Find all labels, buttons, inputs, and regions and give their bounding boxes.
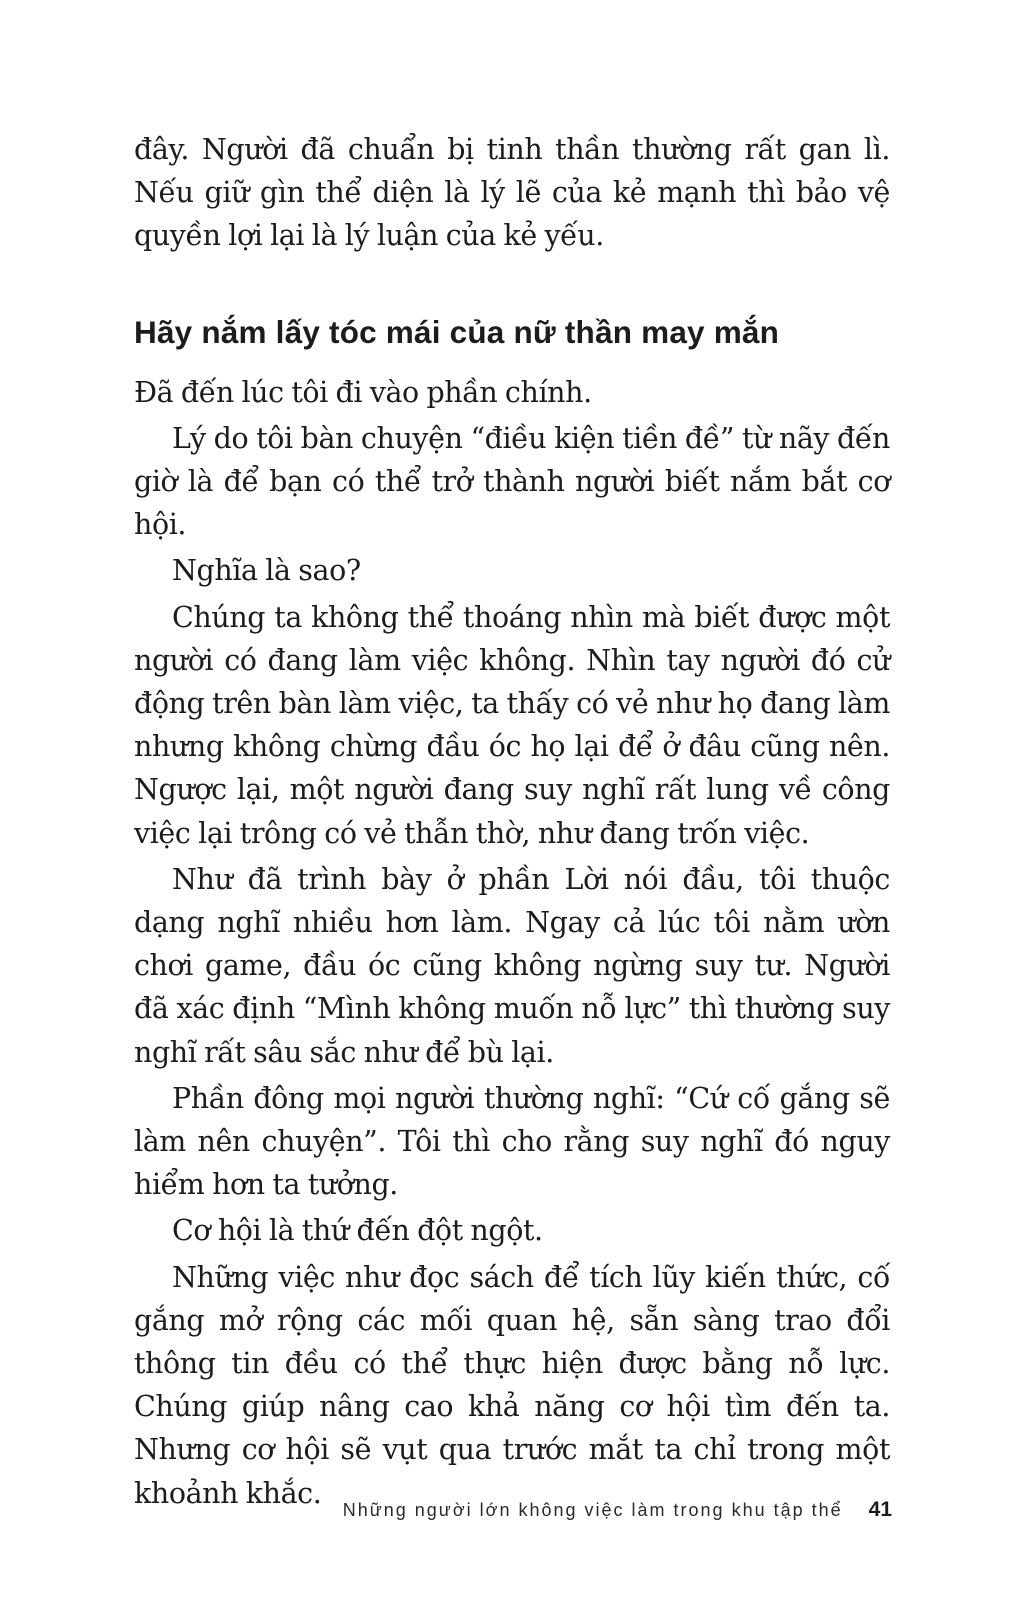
paragraph: Phần đông mọi người thường nghĩ: “Cứ cố gắng sẽ làm nên chuyện”. Tôi thì cho rằng suy nghĩ đó nguy hiểm hơn ta tưởng. (134, 1081, 890, 1202)
page-footer (343, 1498, 892, 1522)
opening-paragraph: đây. Người đã chuẩn bị tinh thần thường rất gan lì. Nếu giữ gìn thể diện là lý lẽ của kẻ mạnh thì bảo vệ quyền lợi lại là lý luận của kẻ yếu. (134, 133, 890, 253)
paragraph: Đã đến lúc tôi đi vào phần chính. (134, 375, 592, 409)
paragraph: Như đã trình bày ở phần Lời nói đầu, tôi thuộc dạng nghĩ nhiều hơn làm. Ngay cả lúc tôi nằm ườn chơi game, đầu óc cũng không ngừng suy tư. Người đã xác định “Mình không muốn nỗ lực” thì thường suy nghĩ rất sâu sắc như để bù lại. (134, 862, 890, 1069)
paragraph: Lý do tôi bàn chuyện “điều kiện tiền đề” từ nãy đến giờ là để bạn có thể trở thành người biết nắm bắt cơ hội. (134, 421, 890, 542)
book-page (134, 128, 890, 1518)
section-heading: Hãy nắm lấy tóc mái của nữ thần may mắn (134, 313, 780, 350)
paragraph: Cơ hội là thứ đến đột ngột. (172, 1214, 543, 1248)
paragraph: Những việc như đọc sách để tích lũy kiến thức, cố gắng mở rộng các mối quan hệ, sẵn sàng trao đổi thông tin đều có thể thực hiện được bằng nỗ lực. Chúng giúp nâng cao khả năng cơ hội tìm đến ta. Nhưng cơ hội sẽ vụt qua trước mắt ta chỉ trong một khoảnh khắc. (134, 1260, 890, 1510)
paragraph: Chúng ta không thể thoáng nhìn mà biết được một người có đang làm việc không. Nhìn tay người đó cử động trên bàn làm việc, ta thấy có vẻ như họ đang làm nhưng không chừng đầu óc họ lại để ở đâu cũng nên. Ngược lại, một người đang suy nghĩ rất lung về công việc lại trông có vẻ thẫn thờ, như đang trốn việc. (134, 600, 890, 850)
page-number: 41 (868, 1498, 892, 1521)
paragraph: Nghĩa là sao? (172, 554, 361, 588)
running-title: Những người lớn không việc làm trong khu tập thể (342, 1500, 843, 1520)
